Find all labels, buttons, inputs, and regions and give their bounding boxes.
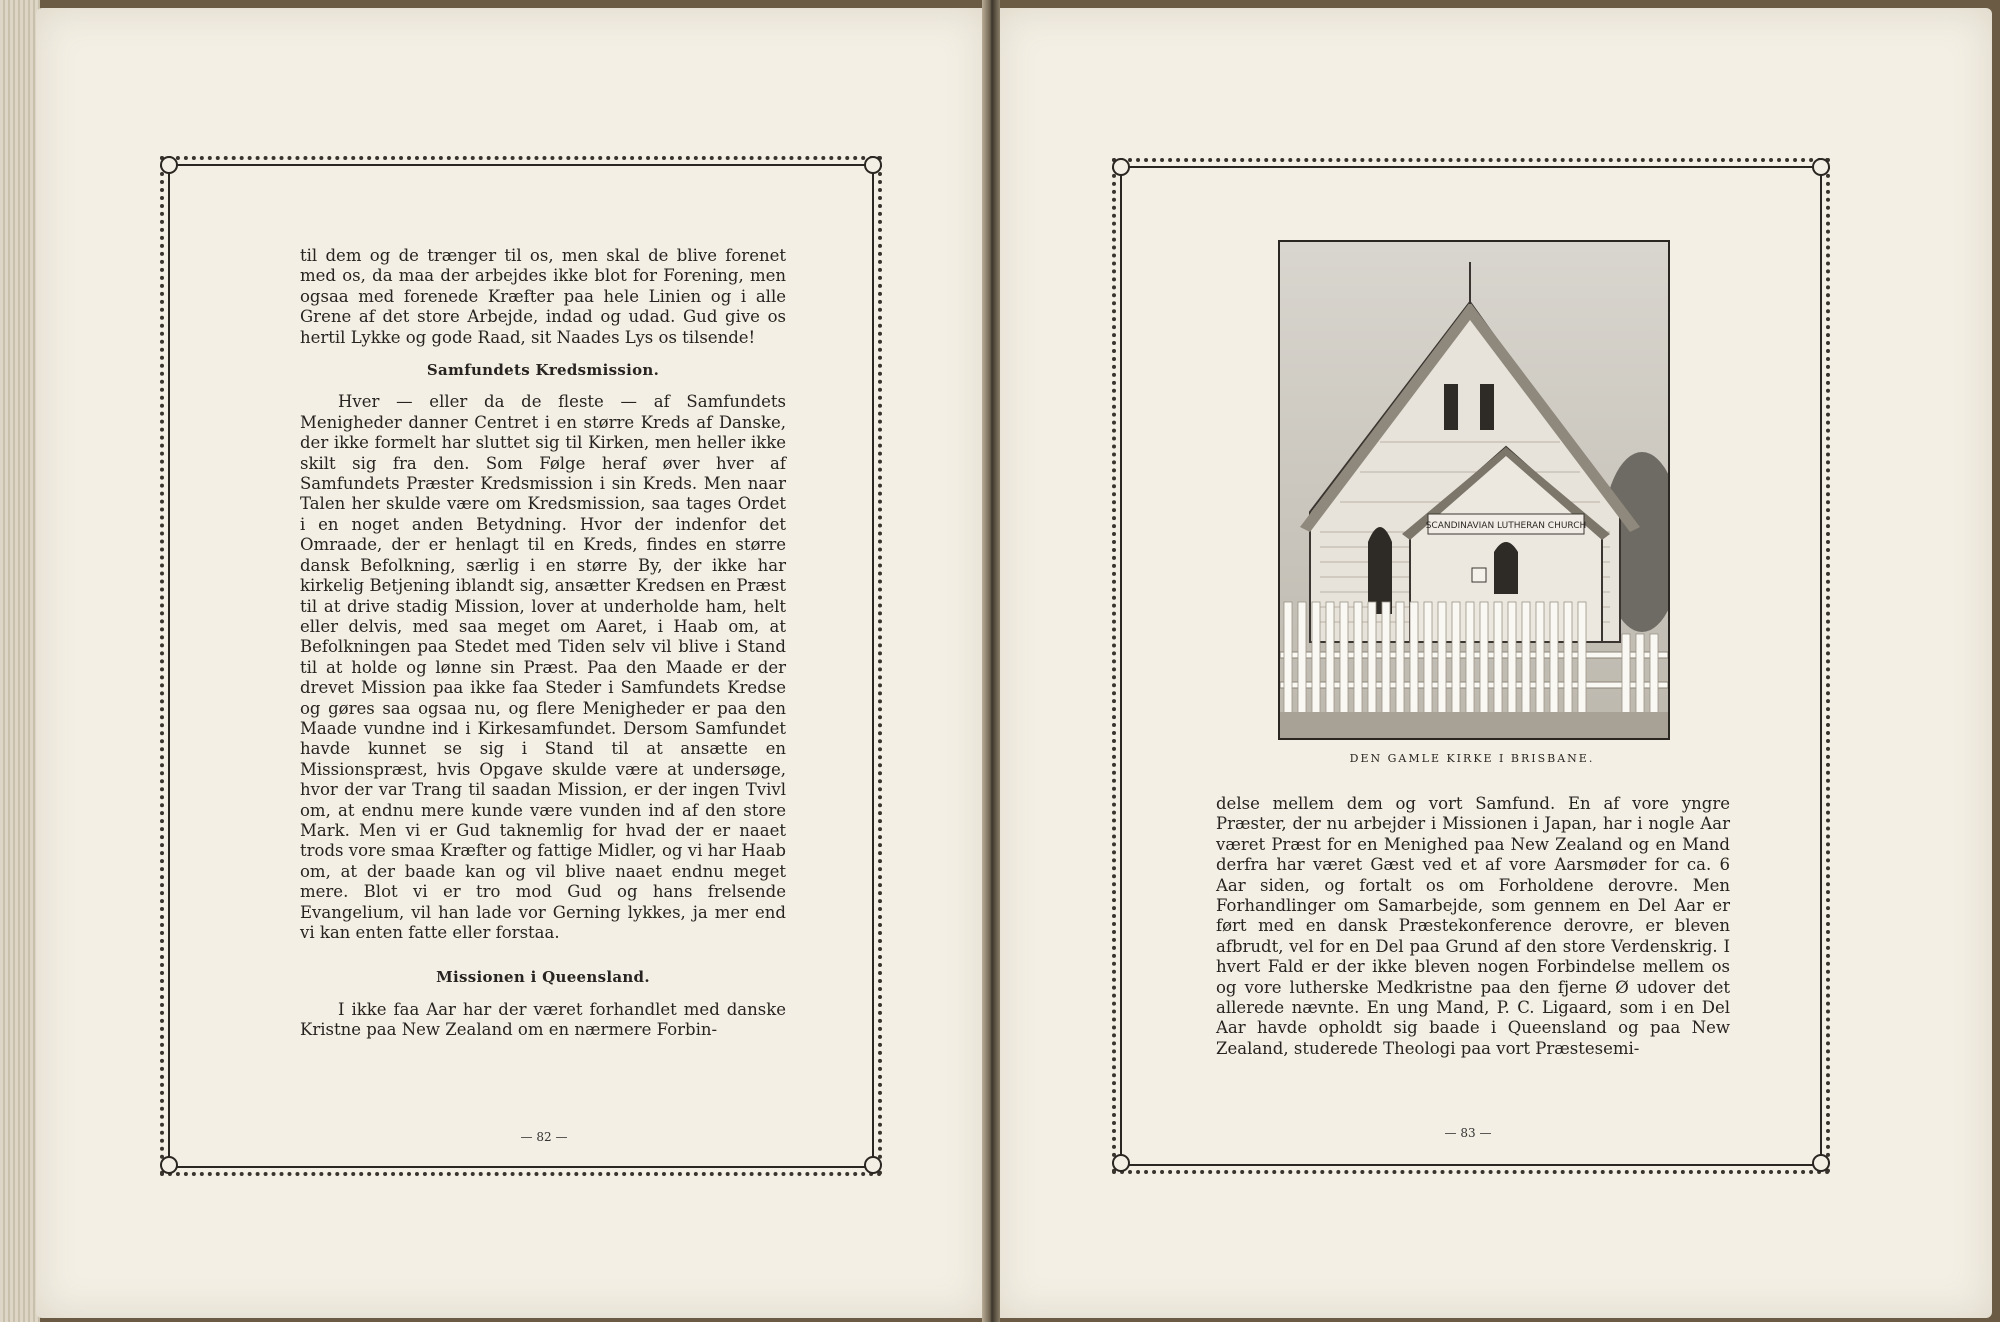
- church-photograph: [1278, 240, 1670, 740]
- church-sign-text: SCANDINAVIAN LUTHERAN CHURCH: [1425, 521, 1587, 531]
- paragraph: I ikke faa Aar har der været forhandlet med danske Kristne paa New Zealand om en nærmere Forbin-: [300, 999, 786, 1040]
- paragraph: Hver — eller da de fleste — af Samfundets Menigheder danner Centret i en større Kreds af Danske, der ikke formelt har sluttet sig til Kirken, men heller ikke skilt sig fra den. Som Følge heraf øver hver af Samfundets Præster Kredsmission i sin Kreds. Men naar Talen her skulde være om Kredsmission, saa tages Ordet i en noget anden Betydning. Hvor der indenfor det Omraade, der er henlagt til en Kreds, findes en større dansk Befolkning, særlig i en større By, der ikke har kirkelig Betjening iblandt sig, ansætter Kredsen en Præst til at drive stadig Mission, lover at underholde ham, helt eller delvis, med saa meget om Aaret, i Haab om, at Befolkningen paa Stedet med Tiden selv vil blive i Stand til at holde og lønne sin Præst. Paa den Maade er der drevet Mission paa ikke faa Steder i Samfundets Kredse og gøres saa ogsaa nu, og flere Menigheder er paa den Maade vundne ind i Kirkesamfundet. Dersom Samfundet havde kunnet se sig i Stand til at ansætte en Missionspræst, hvis Opgave skulde være at undersøge, hvor der var Trang til saadan Mission, er der ingen Tvivl om, at endnu mere kunde være vunden ind af den store Mark. Men vi er Gud taknemlig for hvad der er naaet trods vore smaa Kræfter og fattige Midler, og vi har Haab om, at der baade kan og vil blive naaet endnu meget mere. Blot vi er tro mod Gud og hans frelsende Evangelium, vil han lade vor Gerning lykkes, ja mer end vi kan enten fatte eller forstaa.: [300, 392, 786, 942]
- paragraph: delse mellem dem og vort Samfund. En af vore yngre Præster, der nu arbejder i Missionen i Japan, har i nogle Aar været Præst for en Menighed paa New Zealand og en Mand derfra har været Gæst ved et af vore Aarsmøder for ca. 6 Aar siden, og fortalt os om Forholdene derovre. Men Forhandlinger om Samarbejde, som gennem en Del Aar er ført med en dansk Præstekonference derovre, er bleven afbrudt, vel for en Del paa Grund af den store Verdenskrig. I hvert Fald er der ikke bleven nogen Forbindelse mellem os og vore lutherske Medkristne paa den fjerne Ø udover det allerede nævnte. En ung Mand, P. C. Ligaard, som i en Del Aar havde opholdt sig baade i Queensland og paa New Zealand, studerede Theologi paa vort Præstesemi-: [1216, 794, 1730, 1058]
- page-edges: [0, 0, 40, 1322]
- section-heading: Samfundets Kredsmission.: [426, 361, 660, 380]
- border-corner-ornament: [1112, 1154, 1130, 1172]
- book-gutter: [982, 0, 1000, 1322]
- church-illustration: [1280, 242, 1668, 738]
- border-corner-ornament: [864, 156, 882, 174]
- border-corner-ornament: [1812, 158, 1830, 176]
- photo-caption: DEN GAMLE KIRKE I BRISBANE.: [1349, 752, 1595, 765]
- page-number: — 82 —: [520, 1130, 568, 1144]
- border-corner-ornament: [160, 1156, 178, 1174]
- left-page-text: [300, 246, 786, 1041]
- paragraph: til dem og de trænger til os, men skal de blive forenet med os, da maa der arbejdes ikke blot for Forening, men ogsaa med forenede Kræfter paa hele Linien og i alle Grene af det store Arbejde, indad og udad. Gud give os hertil Lykke og gode Raad, sit Naades Lys os tilsende!: [300, 246, 786, 347]
- page-number: — 83 —: [1444, 1126, 1492, 1140]
- border-corner-ornament: [864, 1156, 882, 1174]
- border-corner-ornament: [1812, 1154, 1830, 1172]
- right-page-text: [1216, 794, 1730, 1059]
- border-corner-ornament: [160, 156, 178, 174]
- section-heading: Missionen i Queensland.: [436, 968, 650, 987]
- border-corner-ornament: [1112, 158, 1130, 176]
